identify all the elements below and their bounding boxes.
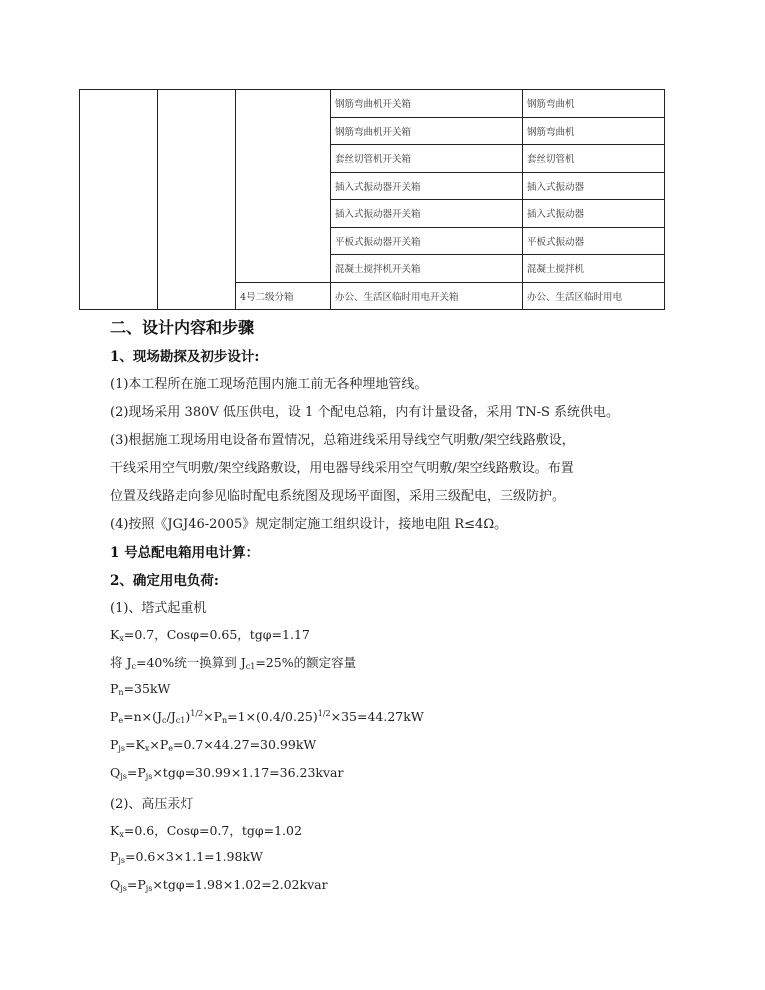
- pe-result: ×35=44.27kW: [330, 709, 424, 724]
- symbol-k: K: [110, 823, 120, 838]
- subscript-c1: c1: [175, 716, 186, 725]
- item-1-qjs-line: [110, 765, 343, 781]
- table-cell-equipment: 平板式振动器: [523, 227, 665, 255]
- pe-part: /J: [166, 709, 176, 724]
- subscript-n: n: [118, 688, 124, 697]
- table-cell-equipment: 插入式振动器: [523, 172, 665, 200]
- table-cell-equipment: 办公、生活区临时用电: [523, 282, 665, 310]
- pjs-value: =0.7×44.27=30.99kW: [172, 737, 317, 752]
- subsection-title-survey: 1、现场勘探及初步设计:: [110, 349, 260, 365]
- table-cell-switchbox: 混凝土搅拌机开关箱: [331, 255, 523, 283]
- item-1-jc-line: [110, 653, 356, 671]
- kx-values: =0.7，Cosφ=0.65，tgφ=1.17: [123, 627, 310, 642]
- item-1-kx-line: [110, 625, 310, 643]
- superscript-half: 1/2: [317, 709, 331, 718]
- subscript-js: js: [120, 884, 127, 893]
- subscript-x: x: [144, 744, 150, 753]
- paragraph-4: (4)按照《JGJ46-2005》规定制定施工组织设计，接地电阻 R≤4Ω。: [110, 517, 508, 532]
- subscript-e: e: [168, 744, 173, 753]
- table-cell-equipment: 钢筋弯曲机: [523, 117, 665, 145]
- subscript-js: js: [145, 772, 153, 781]
- table-cell-switchbox: 钢筋弯曲机开关箱: [331, 90, 523, 118]
- symbol-p: P: [110, 681, 119, 696]
- pe-part: =n×(J: [123, 709, 163, 724]
- paragraph-2: (2)现场采用 380V 低压供电，设 1 个配电总箱，内有计量设备，采用 TN-S 系统供电。: [110, 405, 620, 420]
- table-cell-switchbox: 平板式振动器开关箱: [331, 227, 523, 255]
- table-cell-switchbox: 办公、生活区临时用电开关箱: [331, 282, 523, 310]
- subscript-js: js: [118, 856, 126, 865]
- table-cell-equipment: 混凝土搅拌机: [523, 255, 665, 283]
- pjs-value: =0.6×3×1.1=1.98kW: [125, 849, 263, 864]
- qjs-value: ×tgφ=1.98×1.02=2.02kvar: [152, 877, 328, 892]
- item-2-qjs-line: [110, 877, 328, 893]
- table-cell-equipment: 插入式振动器: [523, 200, 665, 228]
- item-2-pjs-line: [110, 849, 263, 865]
- item-2-title: (2)、高压汞灯: [110, 797, 194, 812]
- subscript-js: js: [120, 772, 127, 781]
- item-1-pn-line: [110, 681, 170, 697]
- pe-part: =1×(0.4/0.25): [227, 709, 318, 724]
- symbol-q: Q: [110, 877, 121, 892]
- item-2-kx-line: [110, 821, 302, 839]
- table-cell-level2-box: [236, 90, 331, 283]
- subscript-x: x: [119, 830, 124, 839]
- qjs-value: ×tgφ=30.99×1.17=36.23kvar: [152, 765, 344, 780]
- paragraph-3-line-1: (3)根据施工现场用电设备布置情况，总箱进线采用导线空气明敷/架空线路敷设，: [110, 433, 575, 448]
- distribution-box-table: [79, 89, 665, 310]
- pe-part: ): [185, 709, 191, 724]
- subscript-x: x: [119, 634, 124, 643]
- calc-title: 1 号总配电箱用电计算：: [110, 545, 260, 561]
- kx-values: =0.6，Cosφ=0.7，tgφ=1.02: [123, 823, 302, 838]
- item-1-pe-line: [110, 709, 424, 725]
- paragraph-3-line-3: 位置及线路走向参见临时配电系统图及现场平面图，采用三级配电，三级防护。: [110, 489, 566, 504]
- subscript-js: js: [118, 744, 126, 753]
- table-cell-switchbox: 插入式振动器开关箱: [331, 200, 523, 228]
- table-cell-switchbox: 套丝切管机开关箱: [331, 145, 523, 173]
- table-cell-switchbox: 钢筋弯曲机开关箱: [331, 117, 523, 145]
- symbol-p: P: [110, 709, 119, 724]
- symbol-p: P: [110, 849, 119, 864]
- symbol-k: K: [110, 627, 120, 642]
- superscript-half: 1/2: [190, 709, 204, 718]
- subscript-c: c: [162, 716, 167, 725]
- table-cell-switchbox: 插入式振动器开关箱: [331, 172, 523, 200]
- item-1-title: (1)、塔式起重机: [110, 601, 207, 616]
- table-cell-level2-box: 4号二级分箱: [236, 282, 331, 310]
- table-cell-equipment: 套丝切管机: [523, 145, 665, 173]
- paragraph-1: (1)本工程所在施工现场范围内施工前无各种埋地管线。: [110, 377, 428, 392]
- eq-p: =P: [126, 877, 146, 892]
- subscript-e: e: [118, 716, 124, 725]
- pe-part: ×P: [203, 709, 222, 724]
- jc-suffix: =25%的额定容量: [255, 655, 357, 670]
- paragraph-3-line-2: 干线采用空气明敷/架空线路敷设，用电器导线采用空气明敷/架空线路敷设。布置: [110, 461, 574, 476]
- item-1-pjs-line: [110, 737, 316, 753]
- subscript-js: js: [145, 884, 153, 893]
- jc-prefix: 将 J: [110, 655, 132, 670]
- pn-value: =35kW: [123, 681, 171, 696]
- subsection-title-load: 2、确定用电负荷:: [110, 573, 219, 589]
- table-cell-equipment: 钢筋弯曲机: [523, 90, 665, 118]
- times-p: ×P: [149, 737, 169, 752]
- table-cell-level1-box: [158, 90, 236, 310]
- subscript-c: c: [131, 662, 136, 671]
- subscript-c1: c1: [245, 662, 256, 671]
- eq-p: =P: [126, 765, 146, 780]
- symbol-q: Q: [110, 765, 121, 780]
- symbol-p: P: [110, 737, 119, 752]
- jc-middle: =40%统一换算到 J: [135, 655, 246, 670]
- eq-k: =K: [125, 737, 145, 752]
- table-cell-level1: [80, 90, 158, 310]
- subscript-n: n: [222, 716, 228, 725]
- section-title: 二、设计内容和步骤: [110, 318, 255, 337]
- table-row: [80, 90, 665, 118]
